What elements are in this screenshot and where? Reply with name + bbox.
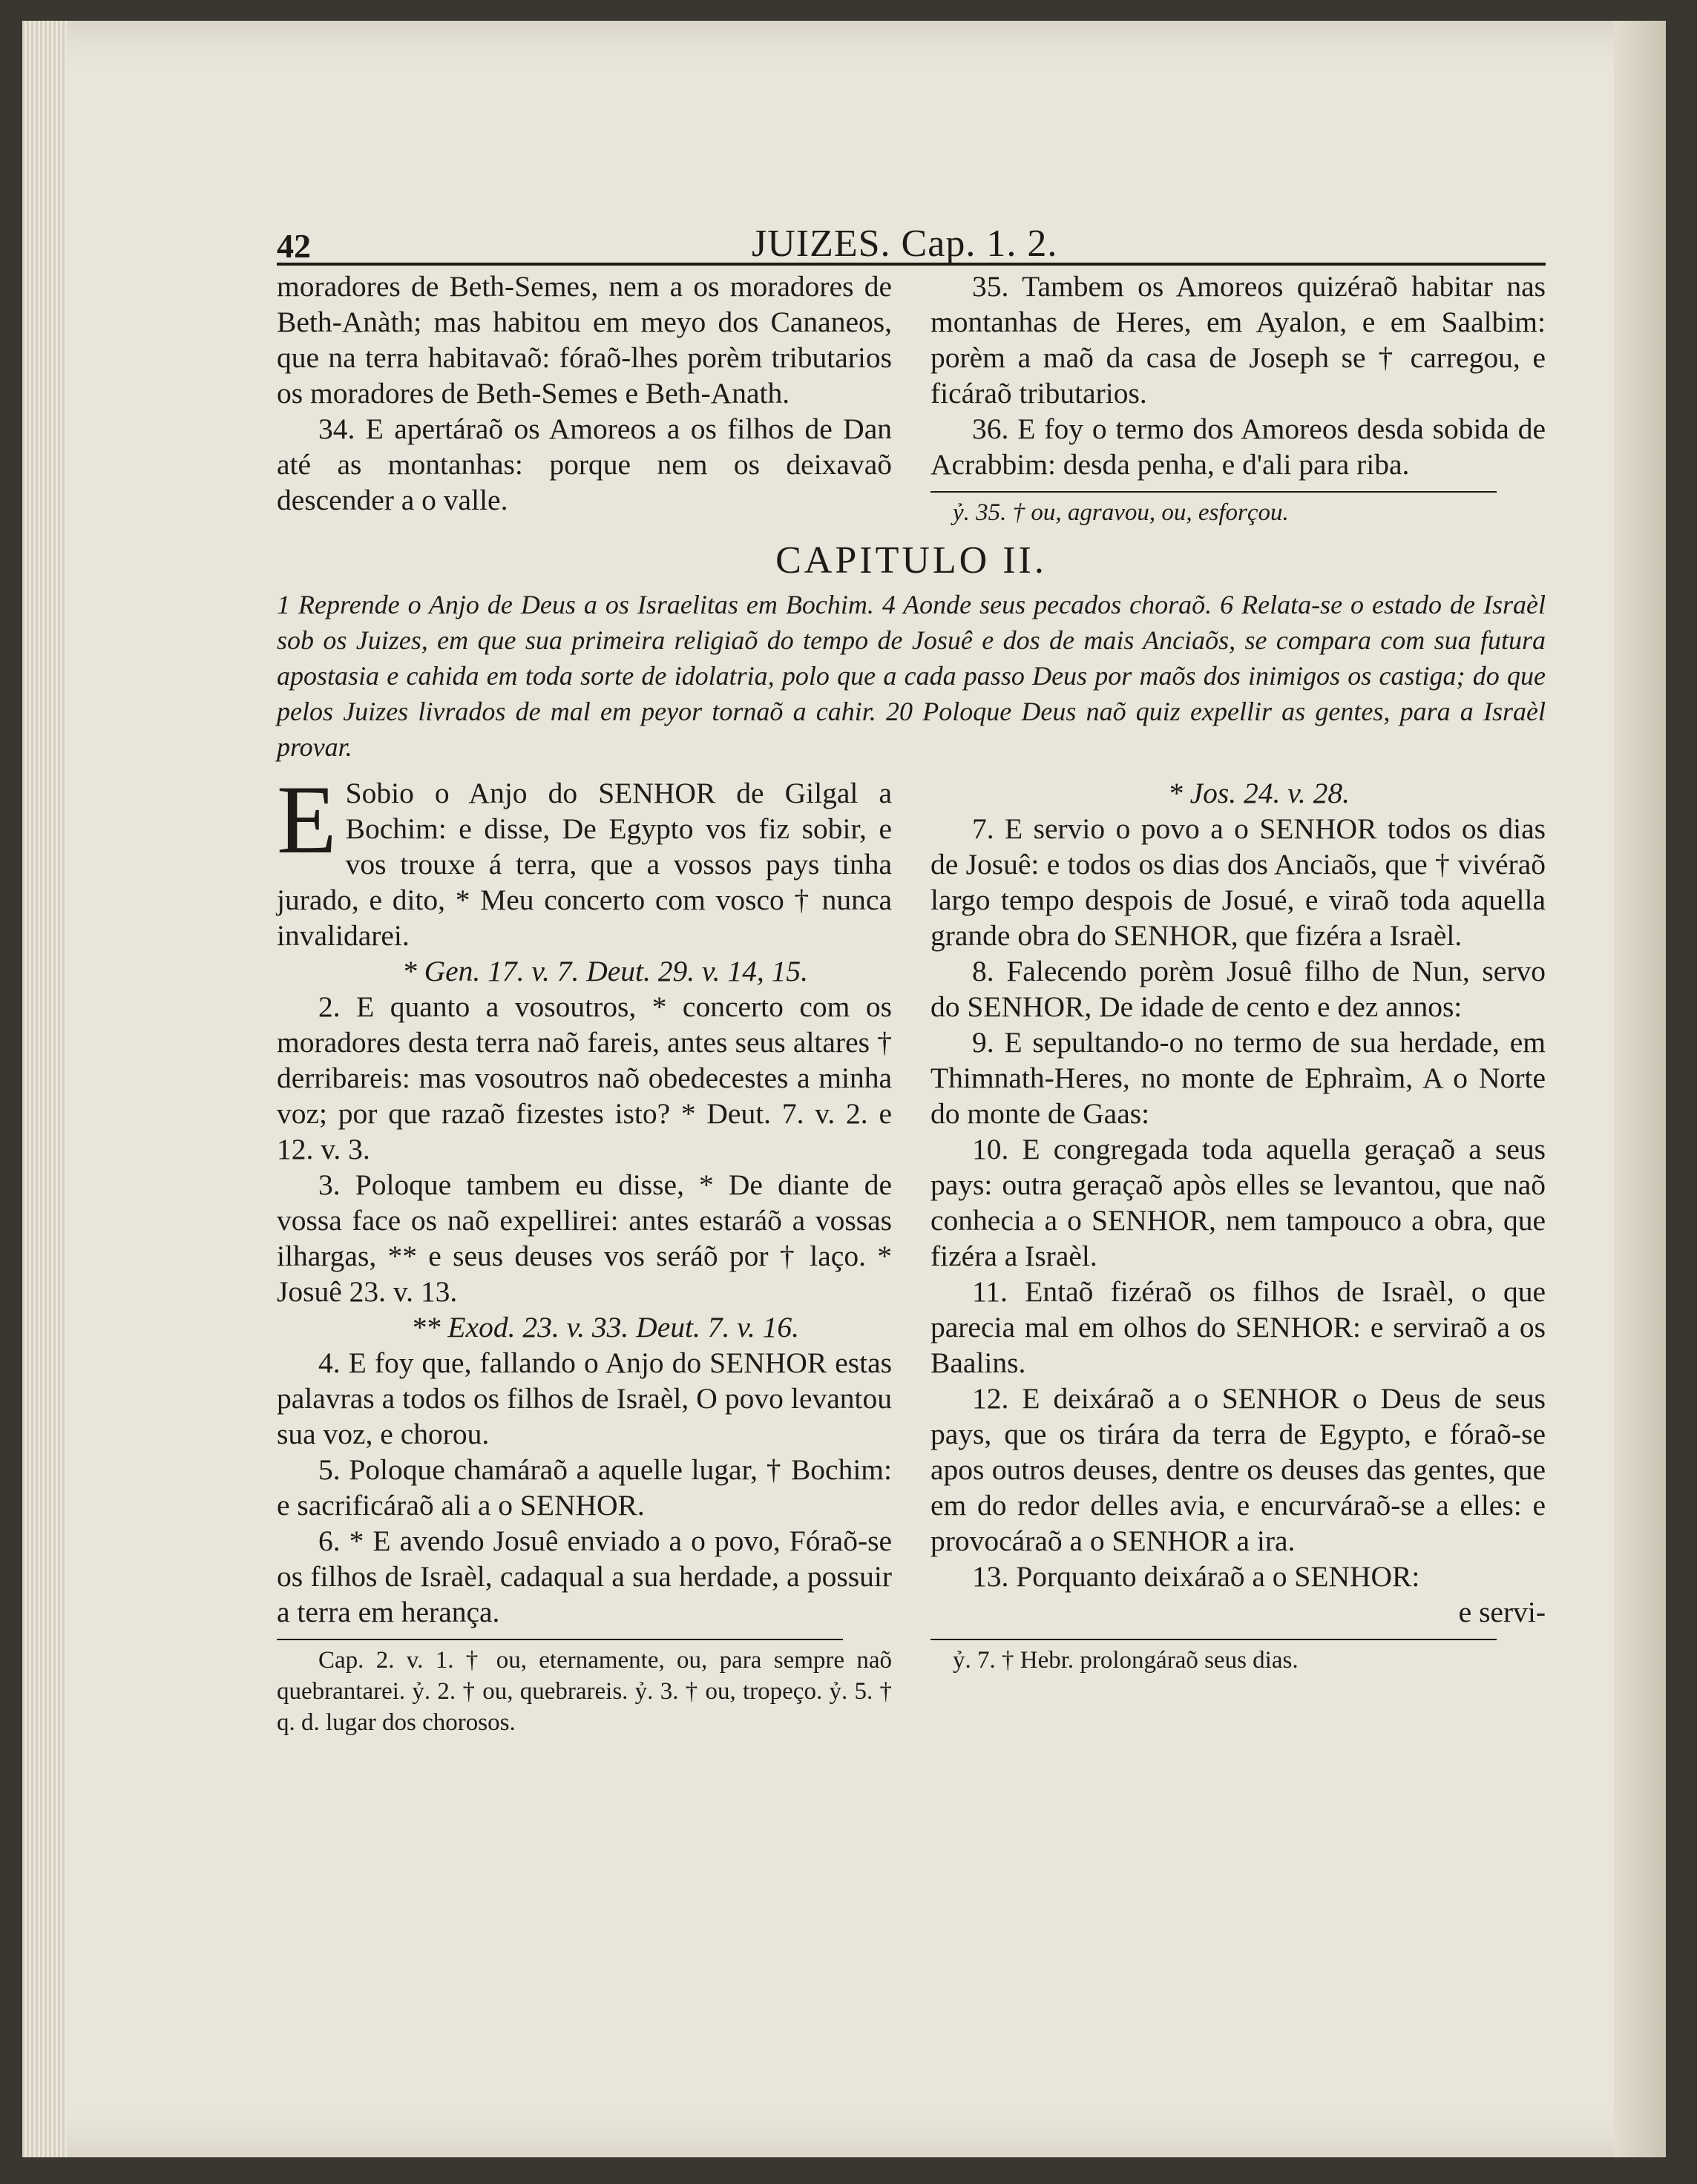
- column-left-top: [277, 269, 892, 528]
- verse-4: 4. E foy que, fallando o Anjo do SENHOR estas palavras a todos os filhos de Israèl, O povo levantou sua voz, e chorou.: [277, 1346, 892, 1450]
- verse-10: 10. E congregada toda aquella geraçaõ a seus pays: outra geraçaõ apòs elles se levantou, que naõ conhecia a o SENHOR, nem tampouco a obra, que fizéra a Israèl.: [930, 1133, 1546, 1272]
- footnote-rule: [277, 1639, 843, 1640]
- footnote-verse-35: ỷ. 35. † ou, agravou, ou, esforçou.: [953, 499, 1289, 526]
- verse-1: [277, 765, 892, 953]
- page-edges: [22, 21, 67, 2157]
- page-gutter-shadow: [1614, 21, 1666, 2157]
- book-page: [22, 21, 1666, 2157]
- verse-3-reference: ** Exod. 23. v. 33. Deut. 7. v. 16.: [411, 1311, 799, 1343]
- column-left: [277, 765, 892, 1738]
- verse-6: 6. * E avendo Josuê enviado a o povo, Fóraõ-se os filhos de Israèl, cadaqual a sua herdade, a possuir a terra em herança.: [277, 1524, 892, 1628]
- verse-3: 3. Poloque tambem eu disse, * De diante de vossa face os naõ expellirei: antes estaráõ a vossas ilhargas, ** e seus deuses vos seráõ por † laço. * Josuê 23. v. 13.: [277, 1168, 892, 1308]
- page-content: [277, 212, 1546, 1941]
- column-right-top: [930, 269, 1546, 528]
- verse-12: 12. E deixáraõ a o SENHOR o Deus de seus pays, que os tirára da terra de Egypto, e fóraõ-se apos outros deuses, dentre os deuses das gentes, que em do redor delles avia, e encurváraõ-se a elles: e provocáraõ a o SENHOR a ira.: [930, 1382, 1546, 1557]
- verse-36: 36. E foy o termo dos Amoreos desda sobida de Acrabbim: desda penha, e d'ali para riba.: [930, 412, 1546, 481]
- drop-initial: E: [277, 765, 337, 874]
- footnote-rule: [930, 1639, 1497, 1640]
- verse-2: 2. E quanto a vosoutros, * concerto com os moradores desta terra naõ fareis, antes seus altares † derribareis: mas vosoutros naõ obedecestes a minha voz; por que razaõ fizestes isto? * Deut. 7. v. 2. e 12. v. 3.: [277, 990, 892, 1165]
- page-number: 42: [277, 227, 311, 265]
- footnotes-left: Cap. 2. v. 1. † ou, eternamente, ou, para sempre naõ quebrantarei. ỷ. 2. † ou, quebrareis. ỷ. 3. † ou, tropeço. ỷ. 5. † q. d. lugar dos chorosos.: [277, 1647, 892, 1736]
- verse-11: 11. Entaõ fizéraõ os filhos de Israèl, o que parecia mal em olhos do SENHOR: e serviraõ a os Baalins.: [930, 1275, 1546, 1379]
- top-columns: [277, 269, 1546, 528]
- verse-6-reference: * Jos. 24. v. 28.: [1167, 777, 1350, 809]
- verse-34: 34. E apertáraõ os Amoreos a os filhos de Dan até as montanhas: porque nem os deixavaõ descender a o valle.: [277, 412, 892, 516]
- verse-9: 9. E sepultando-o no termo de sua herdade, em Thimnath-Heres, no monte de Ephraìm, A o Norte do monte de Gaas:: [930, 1026, 1546, 1130]
- verse-1-text: Sobio o Anjo do SENHOR de Gilgal a Bochim: e disse, De Egypto vos fiz sobir, e vos trouxe á terra, que a vossos pays tinha jurado, e dito, * Meu concerto com vosco † nunca invalidarei.: [277, 777, 892, 952]
- catchword: e servi-: [1458, 1596, 1546, 1628]
- verse-1-reference: * Gen. 17. v. 7. Deut. 29. v. 14, 15.: [401, 955, 809, 987]
- footnotes-right: ỷ. 7. † Hebr. prolongáraõ seus dias.: [953, 1647, 1299, 1674]
- verse-35: 35. Tambem os Amoreos quizéraõ habitar nas montanhas de Heres, em Ayalon, e em Saalbim: porèm a maõ da casa de Joseph se † carregou, e ficáraõ tributarios.: [930, 270, 1546, 410]
- verse-7: 7. E servio o povo a o SENHOR todos os dias de Josuê: e todos os dias dos Anciaõs, que † vivéraõ largo tempo despois de Josué, e viraõ toda aquella grande obra do SENHOR, que fizéra a Israèl.: [930, 812, 1546, 952]
- body-columns: [277, 765, 1546, 1738]
- running-head: [277, 212, 1546, 266]
- header-rule: [277, 263, 1546, 266]
- running-title: JUIZES. Cap. 1. 2.: [752, 223, 1058, 265]
- footnote-rule: [930, 491, 1497, 493]
- chapter-summary: 1 Reprende o Anjo de Deus a os Israelitas em Bochim. 4 Aonde seus pecados choraõ. 6 Relata-se o estado de Israèl sob os Juizes, em que sua primeira religiaõ do tempo de Josuê e dos de mais Anciaõs, se compara com sua futura apostasia e cahida em toda sorte de idolatria, polo que a cada passo Deus por maõs dos inimigos os castiga; do que pelos Juizes livrados de mal em peyor tornaõ a cahir. 20 Poloque Deus naõ quiz expellir as gentes, para a Israèl provar.: [277, 590, 1546, 762]
- column-right: [930, 775, 1546, 1738]
- chapter-heading: CAPITULO II.: [775, 539, 1047, 582]
- verse-33-cont: moradores de Beth-Semes, nem a os moradores de Beth-Anàth; mas habitou em meyo dos Cananeos, que na terra habitavaõ: fóraõ-lhes porèm tributarios os moradores de Beth-Semes e Beth-Anath.: [277, 270, 892, 410]
- verse-8: 8. Falecendo porèm Josuê filho de Nun, servo do SENHOR, De idade de cento e dez annos:: [930, 955, 1546, 1023]
- verse-13: 13. Porquanto deixáraõ a o SENHOR:: [972, 1560, 1420, 1593]
- verse-5: 5. Poloque chamáraõ a aquelle lugar, † Bochim: e sacrificáraõ ali a o SENHOR.: [277, 1453, 892, 1522]
